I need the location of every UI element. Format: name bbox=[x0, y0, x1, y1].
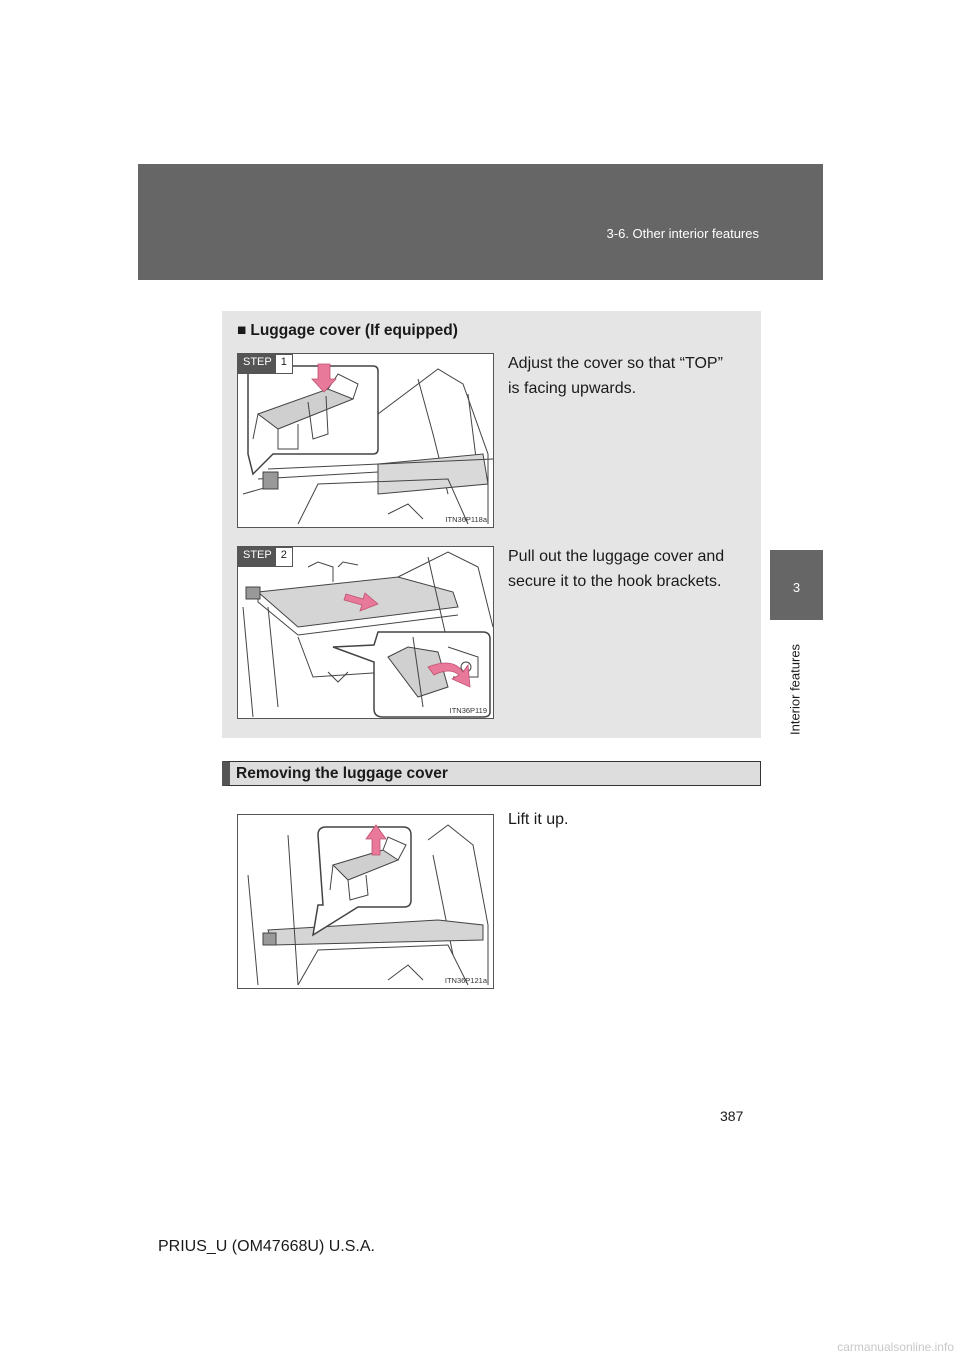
step2-illustration bbox=[237, 546, 494, 719]
step1-text bbox=[508, 351, 723, 401]
step1-badge bbox=[238, 354, 293, 374]
figure-code: ITN36P119 bbox=[449, 706, 487, 715]
page-number: 387 bbox=[720, 1108, 744, 1124]
removing-heading: Removing the luggage cover bbox=[222, 761, 761, 786]
chapter-number-tab bbox=[770, 550, 823, 620]
step2-text-line2: secure it to the hook brackets. bbox=[508, 573, 722, 590]
title-square-marker: ■ bbox=[237, 322, 247, 339]
removing-illustration bbox=[237, 814, 494, 989]
watermark-logo bbox=[664, 1340, 954, 1354]
step2-badge bbox=[238, 547, 293, 567]
step1-text-line1: Adjust the cover so that “TOP” bbox=[508, 355, 723, 372]
step-number: 1 bbox=[280, 356, 287, 368]
step-word: STEP bbox=[239, 355, 276, 373]
watermark-text: carmanualsonline.info bbox=[837, 1340, 954, 1354]
step-word: STEP bbox=[239, 548, 276, 566]
section-title: 3-6. Other interior features bbox=[606, 226, 759, 241]
luggage-cover-title bbox=[237, 322, 458, 340]
removing-text: Lift it up. bbox=[508, 811, 569, 828]
step1-drawing bbox=[238, 354, 494, 528]
step1-illustration bbox=[237, 353, 494, 528]
step1-text-line2: is facing upwards. bbox=[508, 380, 637, 397]
step2-drawing bbox=[238, 547, 494, 719]
chapter-header-band bbox=[138, 164, 823, 280]
removing-drawing bbox=[238, 815, 494, 989]
chapter-number: 3 bbox=[792, 580, 801, 595]
footer-model: PRIUS_U (OM47668U) U.S.A. bbox=[158, 1238, 375, 1255]
figure-code: ITN36P121a bbox=[444, 976, 487, 985]
step-number: 2 bbox=[280, 549, 287, 561]
step2-text bbox=[508, 544, 724, 594]
luggage-cover-title-text: Luggage cover (If equipped) bbox=[250, 322, 458, 339]
chapter-side-label: Interior features bbox=[787, 643, 803, 735]
step2-text-line1: Pull out the luggage cover and bbox=[508, 548, 725, 565]
figure-code: ITN36P118a bbox=[445, 515, 487, 524]
